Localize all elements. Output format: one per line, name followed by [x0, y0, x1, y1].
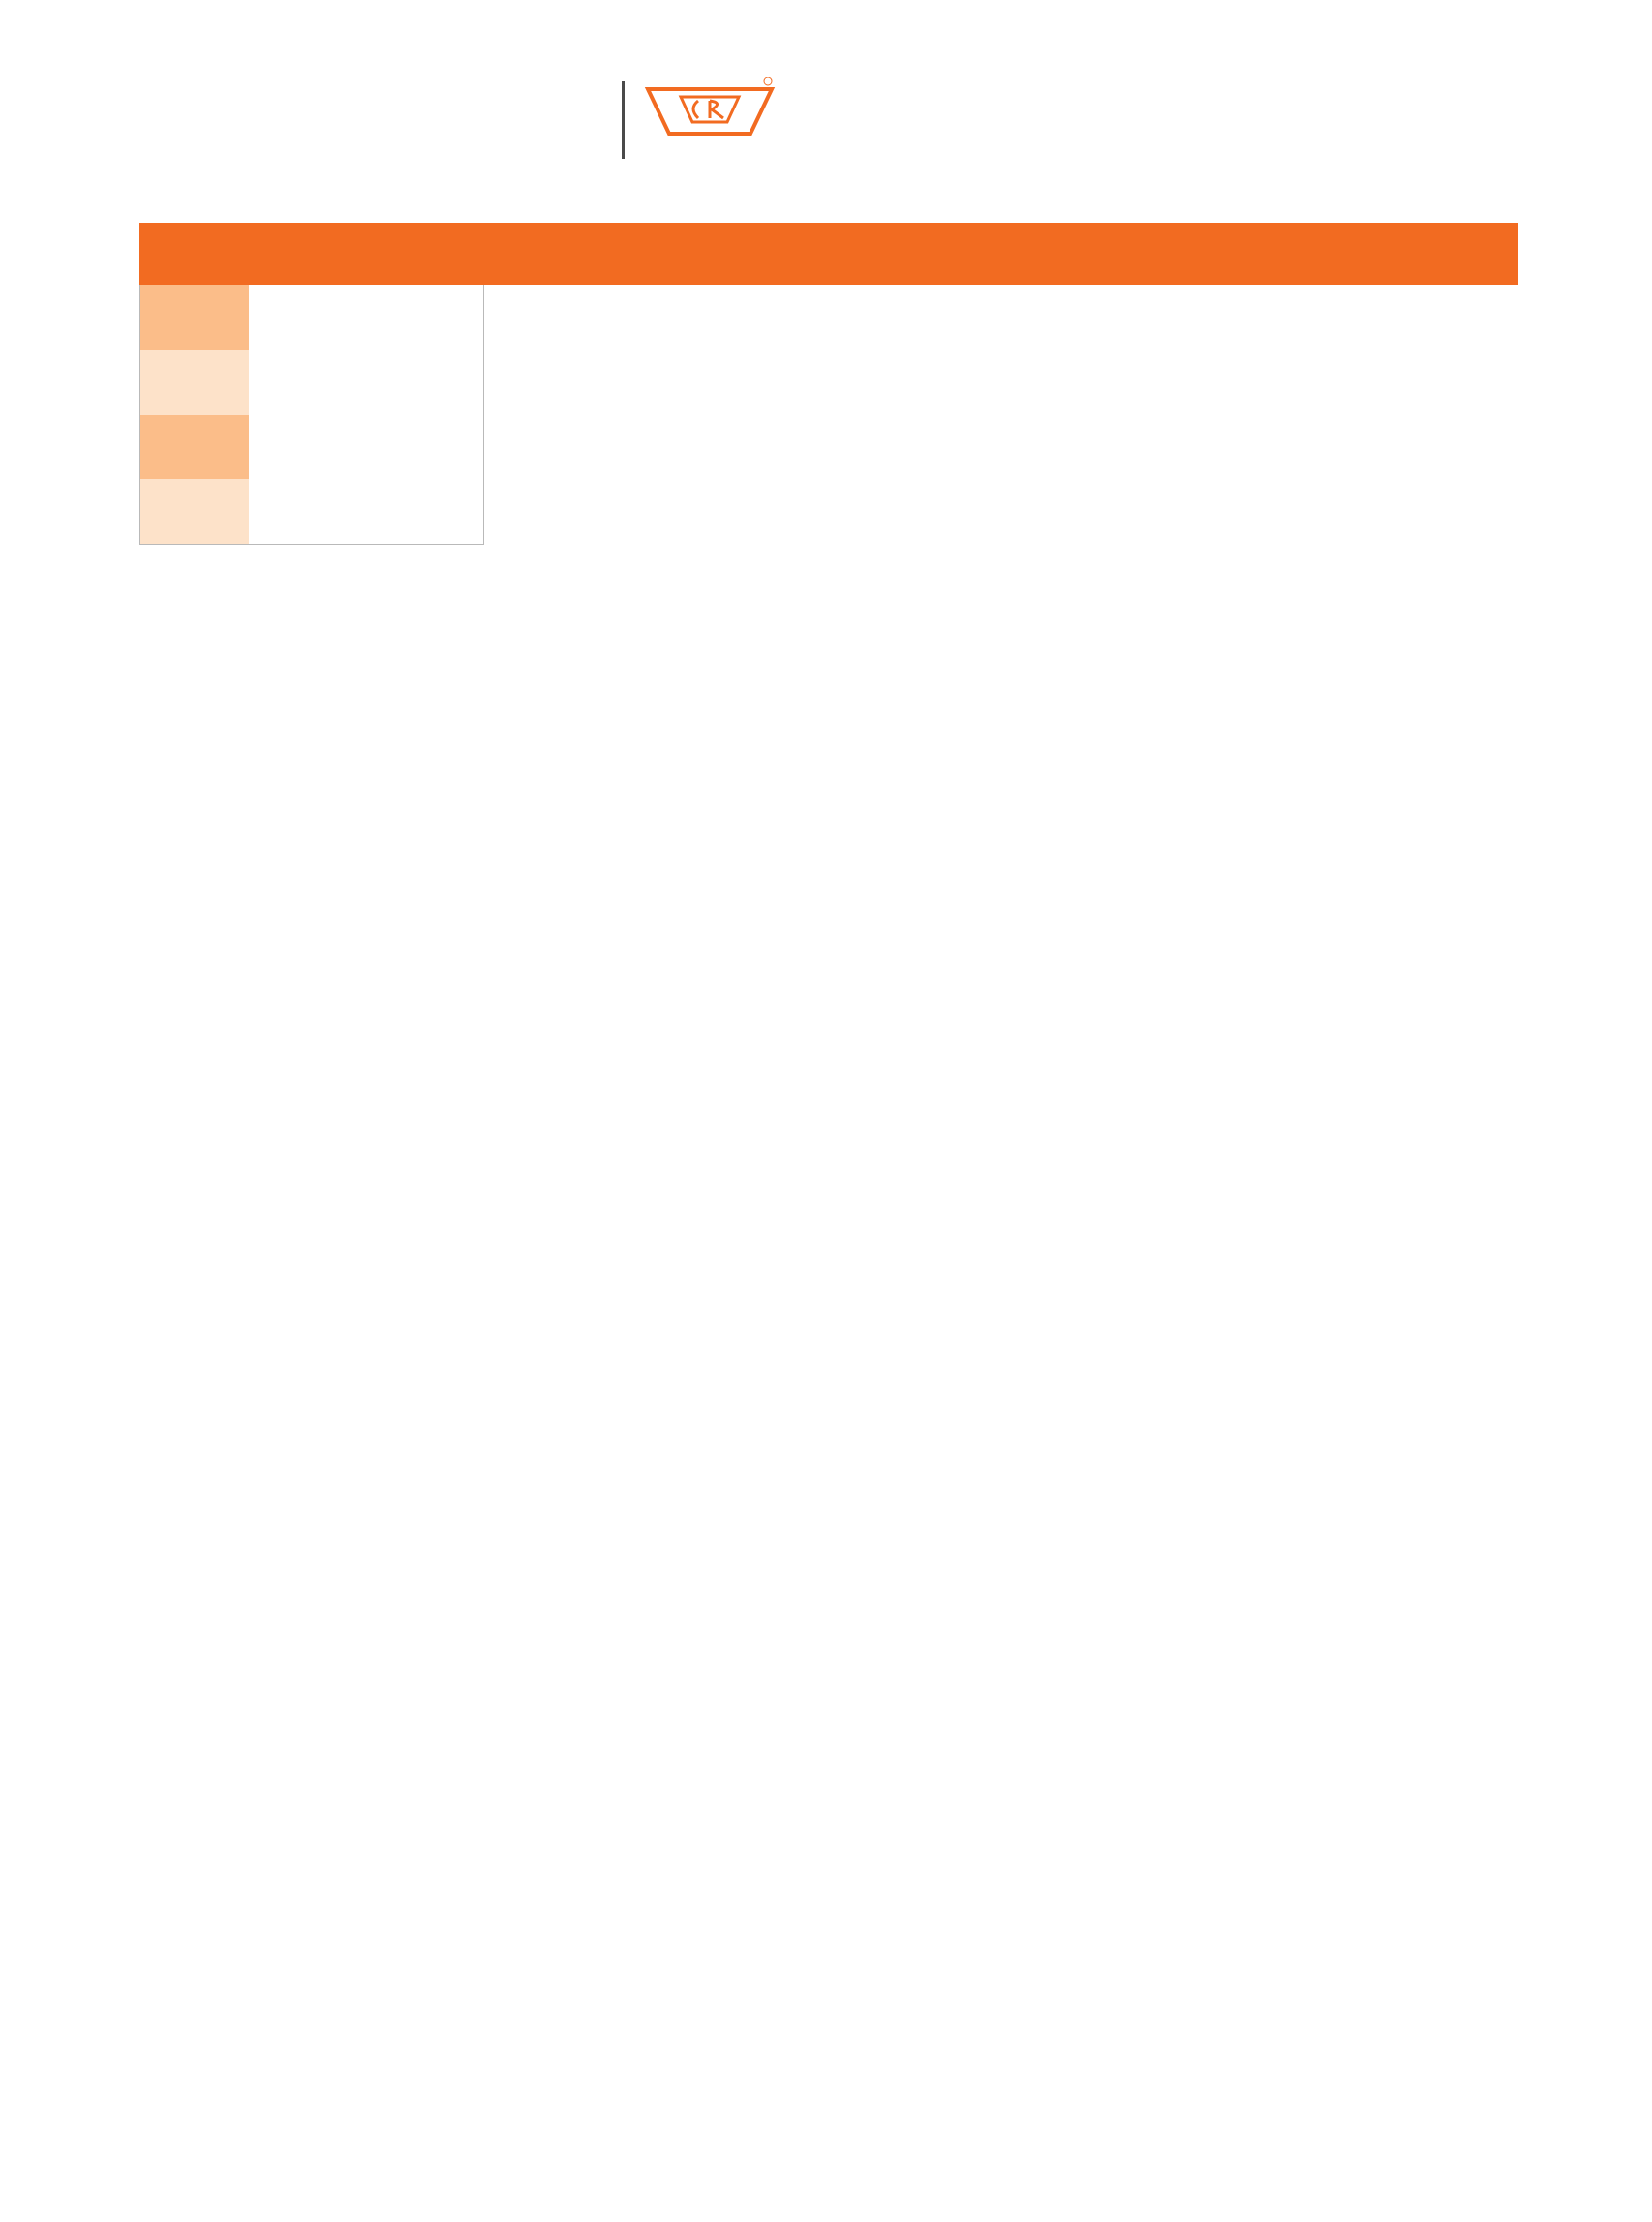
profile-name	[140, 285, 249, 350]
profile-drawing	[249, 285, 484, 544]
profile-thickness	[140, 415, 249, 479]
profile-weight	[140, 479, 249, 544]
profile-code	[140, 350, 249, 415]
brand-divider	[622, 81, 625, 159]
catalog-title	[139, 223, 1518, 285]
profile-catalog	[139, 223, 1518, 2110]
catalog-grid	[139, 285, 1518, 2110]
brand-logo-icon	[642, 76, 778, 153]
profile-info	[140, 285, 249, 544]
profile-cell	[139, 285, 484, 545]
